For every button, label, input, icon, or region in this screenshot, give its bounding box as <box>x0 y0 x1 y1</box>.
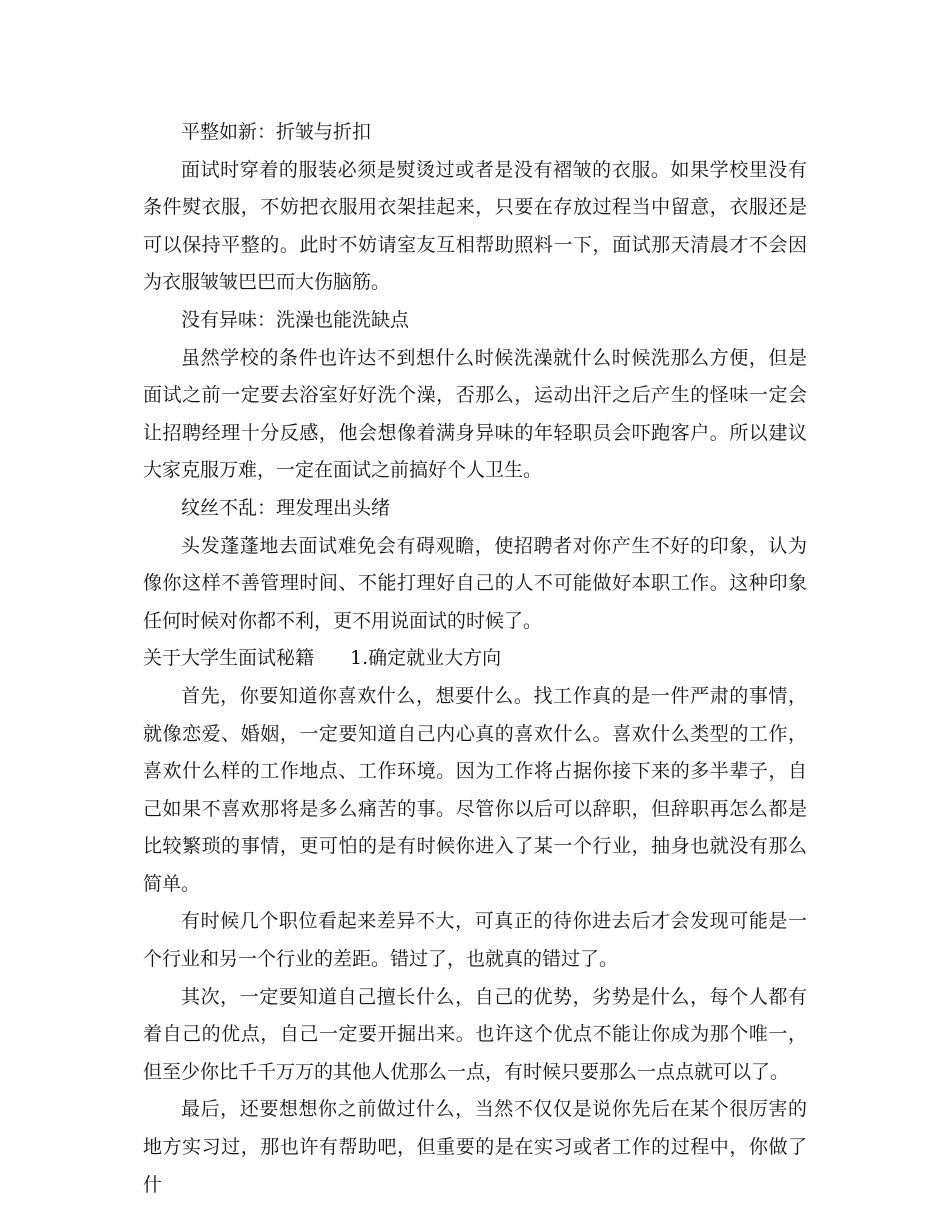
paragraph-bathing: 虽然学校的条件也许达不到想什么时候洗澡就什么时候洗那么方便，但是面试之前一定要去浴室好好洗个澡，否那么，运动出汗之后产生的怪味一定会让招聘经理十分反感，他会想像着满身异味的年轻职员会吓跑客户。所以建议大家克服万难，一定在面试之前搞好个人卫生。 <box>143 346 807 482</box>
paragraph-second: 其次，一定要知道自己擅长什么，自己的优势，劣势是什么，每个人都有着自己的优点，自己一定要开掘出来。也许这个优点不能让你成为那个唯一，但至少你比千千万万的其他人优那么一点，有时候只要那么一点点就可以了。 <box>143 985 807 1083</box>
subheading-odor: 没有异味：洗澡也能洗缺点 <box>181 308 410 331</box>
subheading-hair: 纹丝不乱：理发理出头绪 <box>181 496 391 519</box>
paragraph-clothing: 面试时穿着的服装必须是熨烫过或者是没有褶皱的衣服。如果学校里没有条件熨衣服，不妨把衣服用衣架挂起来，只要在存放过程当中留意，衣服还是可以保持平整的。此时不妨请室友互相帮助照料一下，面试那天清晨才不会因为衣服皱皱巴巴而大伤脑筋。 <box>143 158 807 294</box>
section-heading <box>143 640 807 678</box>
paragraph-last: 最后，还要想想你之前做过什么，当然不仅仅是说你先后在某个很厉害的地方实习过，那也许有帮助吧，但重要的是在实习或者工作的过程中，你做了什 <box>143 1098 807 1196</box>
document-body <box>143 114 807 1204</box>
paragraph-first: 首先，你要知道你喜欢什么，想要什么。找工作真的是一件严肃的事情，就像恋爱、婚姻，一定要知道自己内心真的喜欢什么。喜欢什么类型的工作，喜欢什么样的工作地点、工作环境。因为工作将占据你接下来的多半辈子，自己如果不喜欢那将是多么痛苦的事。尽管你以后可以辞职，但辞职再怎么都是比较繁琐的事情，更可怕的是有时候你进入了某一个行业，抽身也就没有那么简单。 <box>143 684 807 895</box>
paragraph-positions: 有时候几个职位看起来差异不大，可真正的待你进去后才会发现可能是一个行业和另一个行业的差距。错过了，也就真的错过了。 <box>143 910 807 971</box>
section-title: 关于大学生面试秘籍 <box>143 647 315 670</box>
section-subtitle: 1.确定就业大方向 <box>350 647 502 670</box>
subheading-wrinkles: 平整如新：折皱与折扣 <box>181 121 372 143</box>
paragraph-haircut: 头发蓬蓬地去面试难免会有碍观瞻，使招聘者对你产生不好的印象，认为像你这样不善管理时间、不能打理好自己的人不可能做好本职工作。这种印象任何时候对你都不利，更不用说面试的时候了。 <box>143 534 807 632</box>
